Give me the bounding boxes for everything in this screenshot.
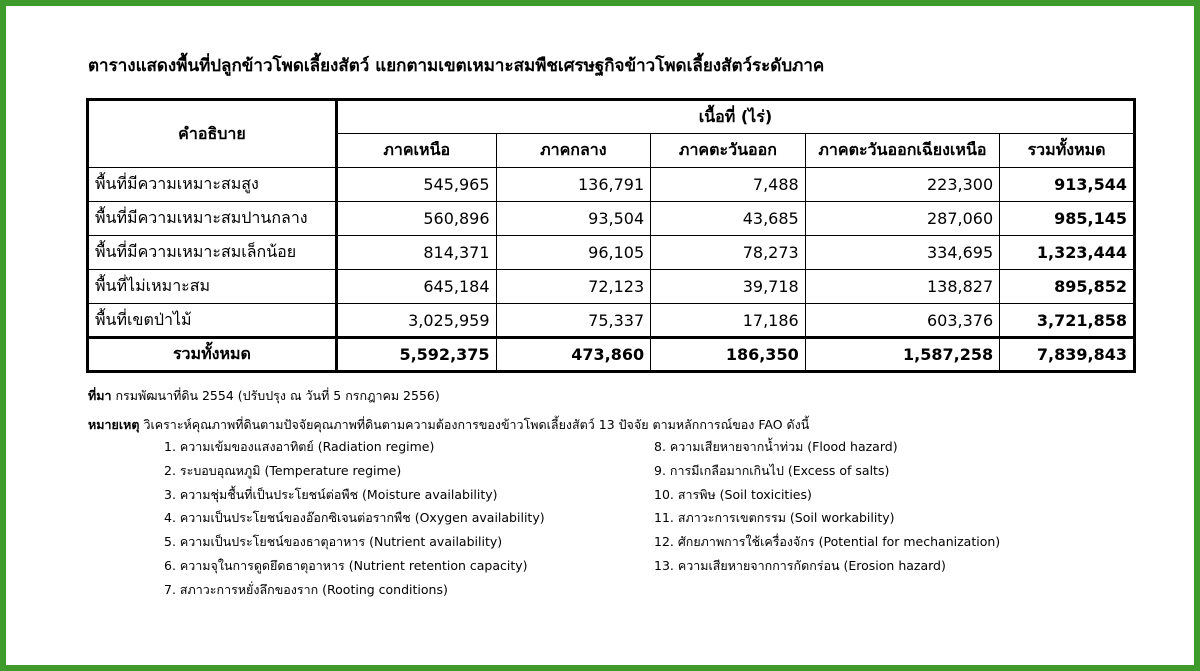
source-label: ที่มา [88,388,112,403]
total-label: รวมทั้งหมด [88,338,337,372]
col-header-northeast: ภาคตะวันออกเฉียงเหนือ [805,134,999,168]
source-text: กรมพัฒนาที่ดิน 2554 (ปรับปรุง ณ วันที่ 5 กรกฎาคม 2556) [115,388,440,403]
total-east: 186,350 [651,338,806,372]
col-header-central: ภาคกลาง [496,134,651,168]
list-item: 4. ความเป็นประโยชน์ของอ๊อกซิเจนต่อรากพืช (Oxygen availability) [164,510,545,526]
cell-east: 78,273 [651,236,806,270]
total-row [88,338,1135,372]
cell-north: 3,025,959 [336,304,496,338]
cell-central: 136,791 [496,168,651,202]
list-item: 7. สภาวะการหยั่งลึกของราก (Rooting conditions) [164,581,448,597]
list-item: 1. ความเข้มของแสงอาทิตย์ (Radiation regime) [164,439,435,454]
cell-central: 72,123 [496,270,651,304]
cell-central: 93,504 [496,202,651,236]
cell-northeast: 138,827 [805,270,999,304]
header-row [88,100,1135,134]
list-item: 6. ความจุในการดูดยึดธาตุอาหาร (Nutrient retention capacity) [164,557,528,573]
total-north: 5,592,375 [336,338,496,372]
list-item: 12. ศักยภาพการใช้เครื่องจักร (Potential for mechanization) [654,534,1001,550]
cell-north: 560,896 [336,202,496,236]
table-row [88,168,1135,202]
data-table [86,98,1136,373]
cell-east: 39,718 [651,270,806,304]
table-row [88,270,1135,304]
table-row [88,304,1135,338]
cell-total: 3,721,858 [1000,304,1135,338]
cell-east: 7,488 [651,168,806,202]
table-row [88,236,1135,270]
col-header-total: รวมทั้งหมด [1000,134,1135,168]
factor-list-right [654,435,1000,578]
cell-north: 545,965 [336,168,496,202]
list-item: 8. ความเสียหายจากน้ำท่วม (Flood hazard) [654,439,898,454]
list-item: 3. ความชุ่มชื้นที่เป็นประโยชน์ต่อพืช (Moisture availability) [164,486,498,502]
note-label: หมายเหตุ [88,417,140,432]
cell-east: 43,685 [651,202,806,236]
cell-total: 985,145 [1000,202,1135,236]
cell-east: 17,186 [651,304,806,338]
area-header: เนื้อที่ (ไร่) [336,100,1134,134]
cell-northeast: 287,060 [805,202,999,236]
total-northeast: 1,587,258 [805,338,999,372]
list-item: 13. ความเสียหายจากการกัดกร่อน (Erosion hazard) [654,557,946,573]
cell-northeast: 223,300 [805,168,999,202]
note-line [88,415,809,435]
list-item: 11. สภาวะการเขตกรรม (Soil workability) [654,510,895,526]
row-label: พื้นที่ไม่เหมาะสม [88,270,337,304]
note-text: วิเคราะห์คุณภาพที่ดินตามปัจจัยคุณภาพที่ดินตามความต้องการของข้าวโพดเลี้ยงสัตว์ 13 ปัจจัย ตามหลักการณ์ของ FAO ดังนี้ [143,417,810,432]
cell-north: 814,371 [336,236,496,270]
factor-list-left [164,435,545,602]
source-line [88,386,809,406]
list-item: 5. ความเป็นประโยชน์ของธาตุอาหาร (Nutrient availability) [164,534,503,550]
table-title: ตารางแสดงพื้นที่ปลูกข้าวโพดเลี้ยงสัตว์ แยกตามเขตเหมาะสมพืชเศรษฐกิจข้าวโพดเลี้ยงสัตว์ระดับภาค [88,56,825,76]
total-central: 473,860 [496,338,651,372]
cell-central: 75,337 [496,304,651,338]
table-row [88,202,1135,236]
notes-section [88,386,809,435]
cell-central: 96,105 [496,236,651,270]
col-header-east: ภาคตะวันออก [651,134,806,168]
row-label: พื้นที่มีความเหมาะสมเล็กน้อย [88,236,337,270]
total-grand: 7,839,843 [1000,338,1135,372]
cell-northeast: 334,695 [805,236,999,270]
desc-header: คำอธิบาย [88,100,337,168]
cell-total: 913,544 [1000,168,1135,202]
list-item: 2. ระบอบอุณหภูมิ (Temperature regime) [164,462,402,478]
row-label: พื้นที่มีความเหมาะสมปานกลาง [88,202,337,236]
list-item: 10. สารพิษ (Soil toxicities) [654,486,812,502]
cell-northeast: 603,376 [805,304,999,338]
cell-total: 1,323,444 [1000,236,1135,270]
cell-north: 645,184 [336,270,496,304]
list-item: 9. การมีเกลือมากเกินไป (Excess of salts) [654,462,890,478]
col-header-north: ภาคเหนือ [336,134,496,168]
row-label: พื้นที่เขตป่าไม้ [88,304,337,338]
row-label: พื้นที่มีความเหมาะสมสูง [88,168,337,202]
cell-total: 895,852 [1000,270,1135,304]
